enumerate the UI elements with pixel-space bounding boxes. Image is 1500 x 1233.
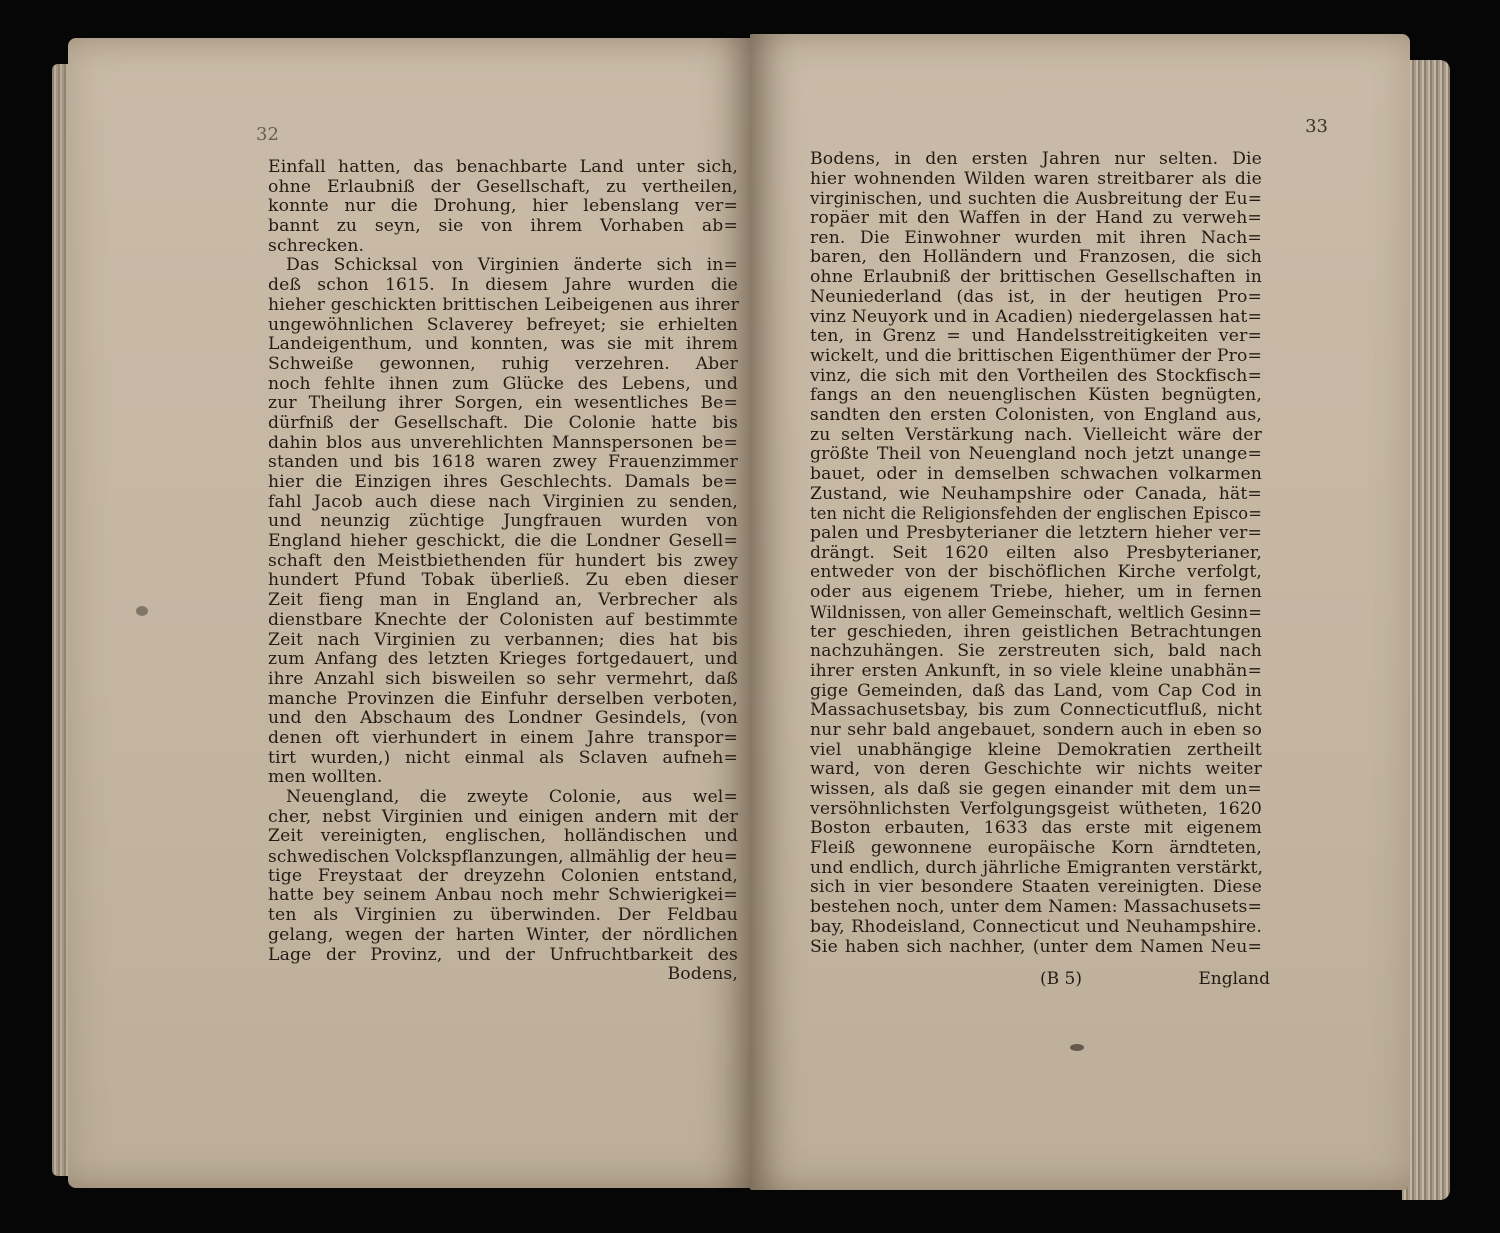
text-line: nachzuhängen. Sie zerstreuten sich, bald nach xyxy=(810,641,1262,662)
text-line: bay, Rhodeisland, Connecticut und Neuhampshire. xyxy=(810,916,1262,937)
text-line: Sie haben sich nachher, (unter dem Namen Neu= xyxy=(810,936,1262,957)
text-line: ten als Virginien zu überwinden. Der Feldbau xyxy=(268,905,738,926)
text-line: noch fehlte ihnen zum Glücke des Lebens, und xyxy=(268,373,738,394)
text-line: Lage der Provinz, und der Unfruchtbarkeit des xyxy=(268,944,738,965)
text-line: ter geschieden, ihren geistlichen Betrachtungen xyxy=(810,621,1262,642)
text-line: hier die Einzigen ihres Geschlechts. Damals be= xyxy=(268,472,738,492)
text-line: Schweiße gewonnen, ruhig verzehren. Aber xyxy=(268,353,738,374)
text-line: größte Theil von Neuengland noch jetzt unange= xyxy=(810,444,1262,465)
text-line: denen oft vierhundert in einem Jahre transpor= xyxy=(268,727,738,748)
text-line: deß schon 1615. In diesem Jahre wurden die xyxy=(268,275,738,296)
text-line: hundert Pfund Tobak überließ. Zu eben dieser xyxy=(268,570,738,591)
text-line: schrecken. xyxy=(268,235,365,256)
text-line: baren, den Holländern und Franzosen, die sich xyxy=(810,247,1262,268)
text-line: schwedischen Volckspflanzungen, allmählig der heu= xyxy=(268,846,738,867)
text-line: viel unabhängige kleine Demokratien zertheilt xyxy=(810,739,1262,760)
text-line: virginischen, und suchten die Ausbreitung der Eu= xyxy=(810,188,1262,209)
text-line: ten, in Grenz = und Handelsstreitigkeiten ver= xyxy=(810,326,1262,347)
text-line: standen und bis 1618 waren zwey Frauenzimmer xyxy=(268,452,738,473)
text-line: Bodens, in den ersten Jahren nur selten. Die xyxy=(810,149,1262,169)
text-line: drängt. Seit 1620 eilten also Presbyterianer, xyxy=(810,542,1262,563)
text-line: dahin blos aus unverehlichten Mannspersonen be= xyxy=(268,432,738,453)
left-page xyxy=(68,38,752,1188)
text-line: Neuniederland (das ist, in der heutigen Pro= xyxy=(810,286,1262,307)
text-line: bauet, oder in demselben schwachen volkarmen xyxy=(810,464,1262,484)
text-line: England hieher geschickt, die die Londner Gesell= xyxy=(268,531,738,552)
text-line: wissen, als daß sie gegen einander mit dem un= xyxy=(810,779,1262,799)
text-line: palen und Presbyterianer die letztern hieher ver= xyxy=(810,523,1262,544)
text-line: fangs an den neuenglischen Küsten begnügten, xyxy=(810,385,1262,406)
text-line: fahl Jacob auch diese nach Virginien zu senden, xyxy=(268,491,738,512)
text-line: oder aus eigenem Triebe, hieher, um in fernen xyxy=(810,582,1262,603)
text-line: cher, nebst Virginien und einigen andern mit der xyxy=(268,806,738,827)
text-line: nur sehr bald angebauet, sondern auch in eben so xyxy=(810,719,1262,740)
text-line: und endlich, durch jährliche Emigranten verstärkt, xyxy=(810,857,1264,878)
text-line: und den Abschaum des Londner Gesindels, (von xyxy=(268,708,738,729)
text-line: zum Anfang des letzten Krieges fortgedauert, und xyxy=(268,649,738,670)
text-line: wickelt, und die brittischen Eigenthümer der Pro= xyxy=(810,345,1262,366)
text-line: Wildnissen, von aller Gemeinschaft, weltlich Gesinn= xyxy=(810,602,1262,622)
text-line: und neunzig züchtige Jungfrauen wurden von xyxy=(268,511,738,532)
text-line: men wollten. xyxy=(268,767,383,788)
text-line: ten nicht die Religionsfehden der englischen Episco= xyxy=(810,504,1262,524)
text-line: schaft den Meistbiethenden für hundert bis zwey xyxy=(268,550,738,571)
text-line: ward, von deren Geschichte wir nichts weiter xyxy=(810,759,1262,780)
ink-smudge xyxy=(1070,1044,1084,1051)
text-line: vinz Neuyork und in Acadien) niedergelassen hat= xyxy=(810,306,1262,327)
text-line: Fleiß gewonnene europäische Korn ärndteten, xyxy=(810,838,1262,859)
text-line: tirt wurden,) nicht einmal als Sclaven aufneh= xyxy=(268,747,738,768)
text-line: Neuengland, die zweyte Colonie, aus wel= xyxy=(286,787,738,807)
text-line: versöhnlichsten Verfolgungsgeist wütheten, 1620 xyxy=(810,798,1262,819)
page-number-right: 33 xyxy=(1305,116,1328,137)
signature-mark: (B 5) xyxy=(1040,969,1082,989)
text-line: ohne Erlaubniß der Gesellschaft, zu vertheilen, xyxy=(268,176,738,197)
text-line: manche Provinzen die Einfuhr derselben verboten, xyxy=(268,688,738,709)
text-line: Zeit vereinigten, englischen, holländischen und xyxy=(268,826,738,847)
text-line: Landeigenthum, und konnten, was sie mit ihrem xyxy=(268,334,738,355)
right-page xyxy=(750,34,1410,1190)
text-line: gelang, wegen der harten Winter, der nördlichen xyxy=(268,924,738,945)
ink-smudge xyxy=(136,606,148,616)
text-line: sandten den ersten Colonisten, von England aus, xyxy=(810,404,1262,425)
text-line: ihrer ersten Ankunft, in so viele kleine unabhän= xyxy=(810,660,1262,681)
text-line: hier wohnenden Wilden waren streitbarer als die xyxy=(810,168,1262,189)
text-line: bannt zu seyn, sie von ihrem Vorhaben ab= xyxy=(268,216,738,237)
page-number-left: 32 xyxy=(256,124,279,145)
text-line: entweder von der bischöflichen Kirche verfolgt, xyxy=(810,562,1262,583)
text-line: bestehen noch, unter dem Namen: Massachusets= xyxy=(810,897,1262,918)
text-line: dienstbare Knechte der Colonisten auf bestimmte xyxy=(268,609,738,630)
text-line: Boston erbauten, 1633 das erste mit eigenem xyxy=(810,818,1262,839)
page-footer xyxy=(1040,969,1270,989)
right-page-text xyxy=(810,150,1262,957)
text-line: Das Schicksal von Virginien änderte sich in= xyxy=(286,255,738,276)
text-line: ihre Anzahl sich bisweilen so sehr vermehrt, daß xyxy=(268,668,738,689)
text-line: hatte bey seinem Anbau noch mehr Schwierigkei= xyxy=(268,885,738,906)
text-line: Einfall hatten, das benachbarte Land unter sich, xyxy=(268,157,738,177)
text-line: zur Theilung ihrer Sorgen, ein wesentliches Be= xyxy=(268,393,738,414)
text-line: ungewöhnlichen Sclaverey befreyet; sie erhielten xyxy=(268,314,738,335)
text-line: Massachusetsbay, bis zum Connecticutfluß, nicht xyxy=(810,700,1262,721)
text-line: Zeit nach Virginien zu verbannen; dies hat bis xyxy=(268,629,738,650)
left-page-text xyxy=(268,158,738,985)
text-line: zu selten Verstärkung nach. Vielleicht wäre der xyxy=(810,424,1262,445)
text-line: Bodens, xyxy=(667,964,738,985)
text-line: sich in vier besondere Staaten vereinigten. Diese xyxy=(810,877,1262,898)
text-line: tige Freystaat der dreyzehn Colonien entstand, xyxy=(268,865,738,886)
text-line: ohne Erlaubniß der brittischen Gesellschaften in xyxy=(810,267,1262,288)
text-line: ren. Die Einwohner wurden mit ihren Nach= xyxy=(810,227,1262,248)
catchword: England xyxy=(1198,969,1270,989)
text-line: ropäer mit den Waffen in der Hand zu verweh= xyxy=(810,208,1262,229)
text-line: dürfniß der Gesellschaft. Die Colonie hatte bis xyxy=(268,412,738,433)
text-line: gige Gemeinden, daß das Land, vom Cap Cod in xyxy=(810,680,1262,701)
text-line: hieher geschickten brittischen Leibeigenen aus ihrer xyxy=(268,294,740,315)
text-line: konnte nur die Drohung, hier lebenslang ver= xyxy=(268,196,738,217)
text-line: vinz, die sich mit den Vortheilen des Stockfisch= xyxy=(810,365,1262,386)
text-line: Zustand, wie Neuhampshire oder Canada, hät= xyxy=(810,483,1262,504)
text-line: Zeit fieng man in England an, Verbrecher als xyxy=(268,590,738,611)
open-book xyxy=(52,30,1450,1200)
